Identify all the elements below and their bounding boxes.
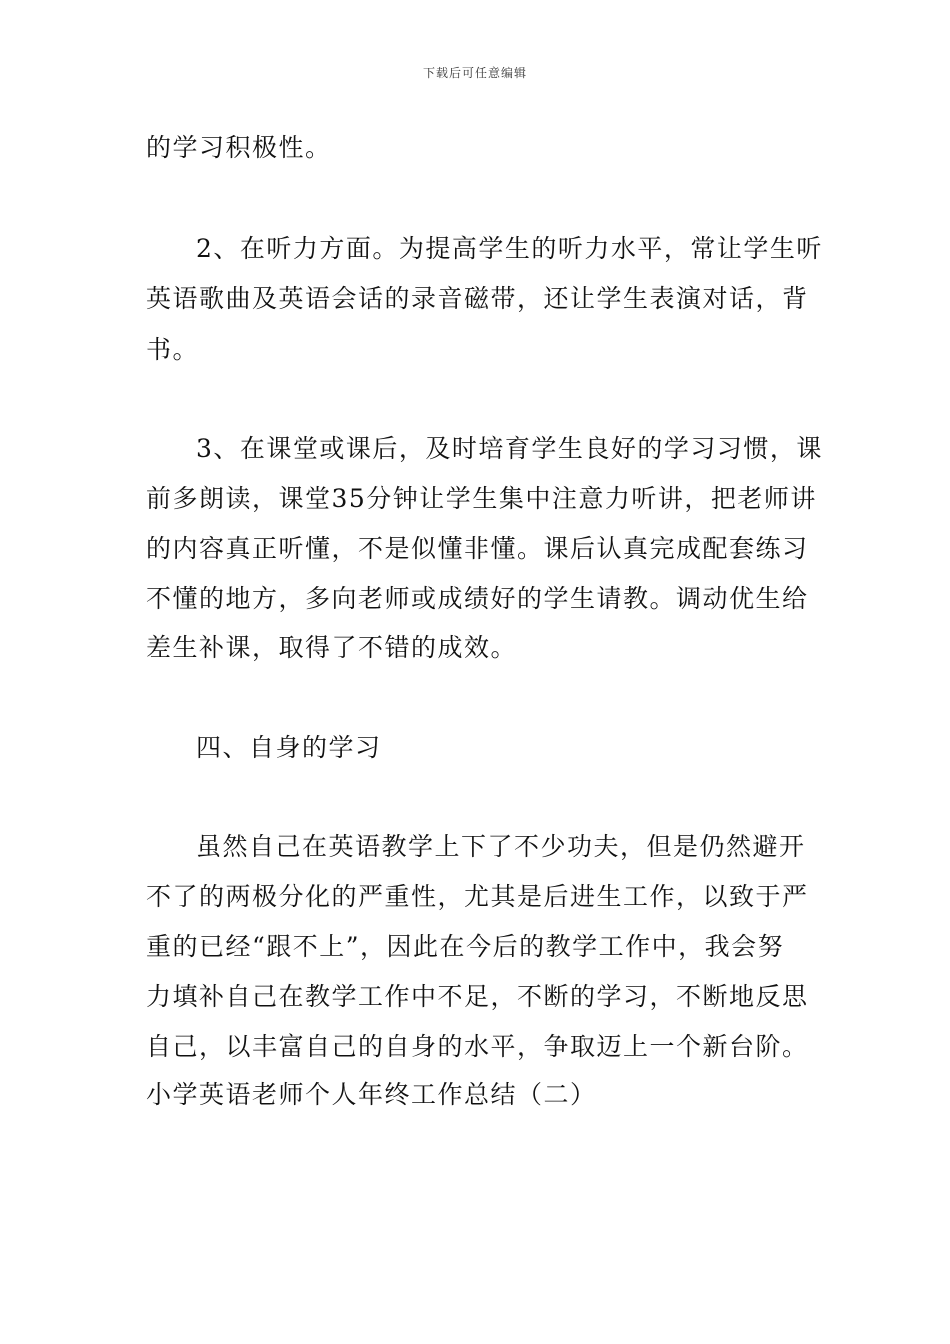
paragraph-line: 重的已经“跟不上”，因此在今后的教学工作中，我会努 (146, 932, 785, 961)
paragraph-line: 英语歌曲及英语会话的录音磁带，还让学生表演对话，背 (146, 284, 809, 313)
paragraph-line: 3、在课堂或课后，及时培育学生良好的学习习惯，课 (196, 434, 823, 463)
paragraph-line: 虽然自己在英语教学上下了不少功夫，但是仍然避开 (196, 832, 806, 861)
paragraph-line: 不了的两极分化的严重性，尤其是后进生工作，以致于严 (146, 882, 809, 911)
paragraph-line: 的内容真正听懂，不是似懂非懂。课后认真完成配套练习 (146, 534, 809, 563)
section-heading: 四、自身的学习 (196, 733, 382, 762)
paragraph-line: 不懂的地方，多向老师或成绩好的学生请教。调动优生给 (146, 584, 809, 613)
paragraph-line: 书。 (146, 335, 200, 364)
paragraph-line: 前多朗读，课堂35分钟让学生集中注意力听讲，把老师讲 (146, 484, 817, 513)
paragraph-line: 自己，以丰富自己的自身的水平，争取迈上一个新台阶。 (146, 1032, 809, 1061)
document-title: 小学英语老师个人年终工作总结（二） (146, 1080, 597, 1109)
page-header: 下载后可任意编辑 (422, 66, 527, 80)
paragraph-line: 力填补自己在教学工作中不足，不断的学习，不断地反思 (146, 982, 809, 1011)
paragraph-line: 的学习积极性。 (146, 133, 332, 162)
paragraph-line: 差生补课，取得了不错的成效。 (146, 633, 518, 662)
paragraph-line: 2、在听力方面。为提高学生的听力水平，常让学生听 (196, 234, 823, 263)
